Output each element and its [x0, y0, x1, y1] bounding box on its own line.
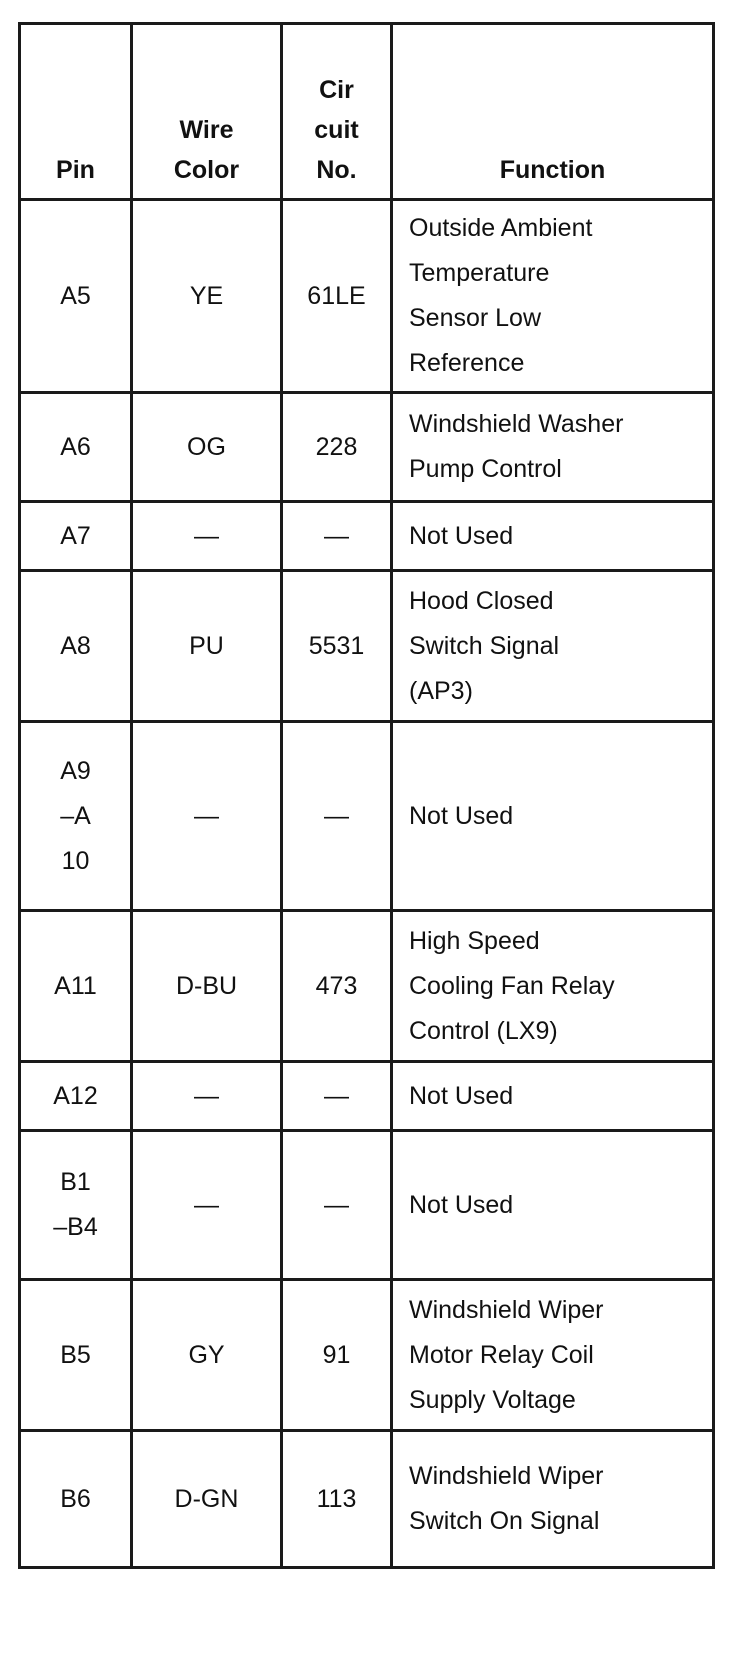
- table-row: [20, 1062, 714, 1131]
- circuit-no-cell: —: [282, 1062, 392, 1131]
- circuit-no-cell: 91: [282, 1280, 392, 1431]
- circuit-no-cell: 5531: [282, 571, 392, 722]
- pin-cell: A7: [20, 502, 132, 571]
- circuit-no-cell: 113: [282, 1431, 392, 1568]
- wire-color-cell: PU: [132, 571, 282, 722]
- function-cell: Not Used: [392, 1062, 714, 1131]
- circuit-no-cell: —: [282, 502, 392, 571]
- pin-cell: A12: [20, 1062, 132, 1131]
- function-cell: Windshield Washer Pump Control: [392, 393, 714, 502]
- pin-cell: A11: [20, 911, 132, 1062]
- table-row: [20, 1280, 714, 1431]
- circuit-no-cell: —: [282, 722, 392, 911]
- wire-color-cell: —: [132, 502, 282, 571]
- function-cell: Not Used: [392, 722, 714, 911]
- table-row: [20, 911, 714, 1062]
- pin-cell: A6: [20, 393, 132, 502]
- function-cell: Not Used: [392, 502, 714, 571]
- wire-color-cell: D-BU: [132, 911, 282, 1062]
- circuit-no-cell: —: [282, 1131, 392, 1280]
- pin-cell: B6: [20, 1431, 132, 1568]
- wire-color-cell: —: [132, 1131, 282, 1280]
- connector-pinout-table: [18, 22, 715, 1569]
- wire-color-cell: —: [132, 1062, 282, 1131]
- wire-color-cell: GY: [132, 1280, 282, 1431]
- function-cell: Windshield Wiper Switch On Signal: [392, 1431, 714, 1568]
- table-header-row: [20, 24, 714, 200]
- function-cell: Outside Ambient Temperature Sensor Low Reference: [392, 200, 714, 393]
- circuit-no-cell: 228: [282, 393, 392, 502]
- circuit-no-cell: 61LE: [282, 200, 392, 393]
- wire-color-cell: D-GN: [132, 1431, 282, 1568]
- function-cell: High Speed Cooling Fan Relay Control (LX9): [392, 911, 714, 1062]
- function-cell: Hood Closed Switch Signal (AP3): [392, 571, 714, 722]
- table-row: [20, 1431, 714, 1568]
- pin-cell: B1 –B4: [20, 1131, 132, 1280]
- header-pin: Pin: [20, 24, 132, 200]
- table-row: [20, 502, 714, 571]
- function-cell: Windshield Wiper Motor Relay Coil Supply Voltage: [392, 1280, 714, 1431]
- circuit-no-cell: 473: [282, 911, 392, 1062]
- wire-color-cell: OG: [132, 393, 282, 502]
- header-function: Function: [392, 24, 714, 200]
- table-row: [20, 200, 714, 393]
- wire-color-cell: YE: [132, 200, 282, 393]
- function-cell: Not Used: [392, 1131, 714, 1280]
- pin-cell: B5: [20, 1280, 132, 1431]
- table-row: [20, 1131, 714, 1280]
- header-circuit-no: Cir cuit No.: [282, 24, 392, 200]
- table-row: [20, 722, 714, 911]
- wire-color-cell: —: [132, 722, 282, 911]
- pin-cell: A5: [20, 200, 132, 393]
- pin-cell: A8: [20, 571, 132, 722]
- table-row: [20, 571, 714, 722]
- header-wire-color: Wire Color: [132, 24, 282, 200]
- table-row: [20, 393, 714, 502]
- pin-cell: A9 –A 10: [20, 722, 132, 911]
